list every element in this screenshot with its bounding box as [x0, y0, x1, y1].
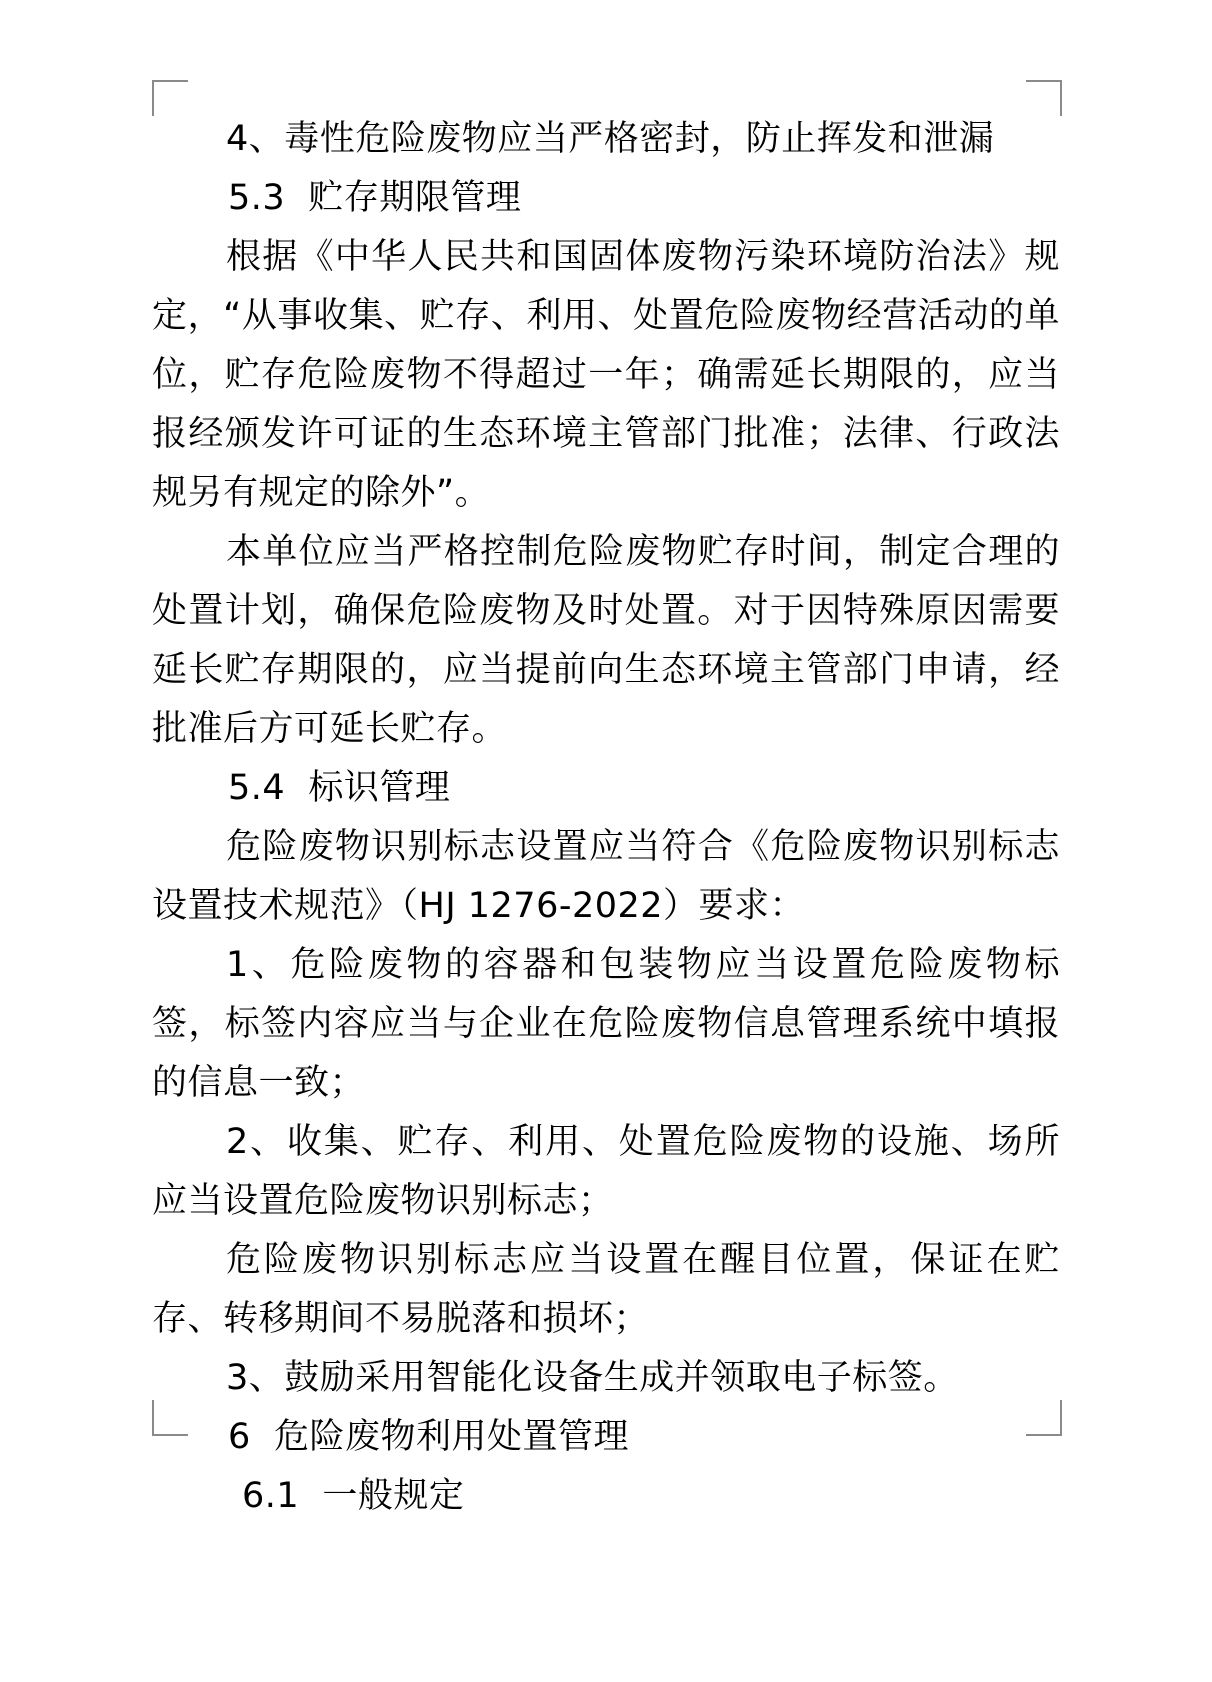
- section-heading-5-3: 5.3 贮存期限管理: [228, 178, 522, 218]
- paragraph: 危险废物识别标志应当设置在醒目位置，保证在贮存、转移期间不易脱落和损坏；: [152, 1240, 1060, 1339]
- document-body: [152, 110, 1060, 1526]
- section-heading-6-1: 6.1 一般规定: [242, 1476, 465, 1516]
- paragraph: 根据《中华人民共和国固体废物污染环境防治法》规定，“从事收集、贮存、利用、处置危险废物经营活动的单位，贮存危险废物不得超过一年；确需延长期限的，应当报经颁发许可证的生态环境主管部门批准；法律、行政法规另有规定的除外”。: [152, 237, 1060, 513]
- list-item: 2、收集、贮存、利用、处置危险废物的设施、场所应当设置危险废物识别标志；: [152, 1122, 1060, 1221]
- list-item: 1、危险废物的容器和包装物应当设置危险废物标签，标签内容应当与企业在危险废物信息管理系统中填报的信息一致；: [152, 945, 1060, 1103]
- paragraph: 本单位应当严格控制危险废物贮存时间，制定合理的处置计划，确保危险废物及时处置。对于因特殊原因需要延长贮存期限的，应当提前向生态环境主管部门申请，经批准后方可延长贮存。: [152, 532, 1060, 749]
- list-item: 4、毒性危险废物应当严格密封，防止挥发和泄漏: [226, 119, 995, 159]
- section-heading-5-4: 5.4 标识管理: [228, 768, 451, 808]
- list-item: 3、鼓励采用智能化设备生成并领取电子标签。: [226, 1358, 959, 1398]
- paragraph: 危险废物识别标志设置应当符合《危险废物识别标志设置技术规范》（HJ 1276-2022）要求：: [152, 827, 1060, 926]
- section-heading-6: 6 危险废物利用处置管理: [228, 1417, 630, 1457]
